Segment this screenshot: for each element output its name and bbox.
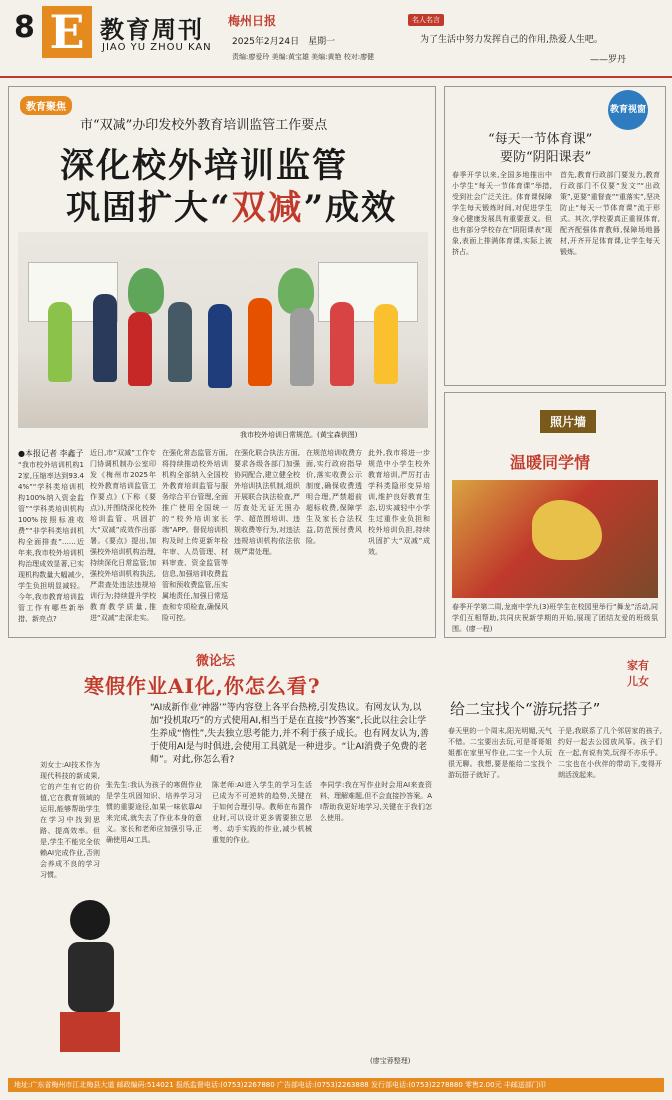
family-body-col1: 春天里的一个周末,阳光明媚,天气不错。二宝要出去玩,可是哥哥姐姐都在家里写作业,二宝一个人玩很无聊。我想,要是能给二宝找个游玩搭子就好了。 (448, 727, 552, 779)
lead-photo (18, 232, 428, 428)
column-pinyin: JIAO YU ZHOU KAN (102, 42, 212, 53)
lead-body-col2: 近日,市“双减”工作专门协调机制办公室印发《梅州市2025年校外教育培训监管工作要点》(下称《要点》),并围绕深化校外培训监管、巩固扩大“双减”成效作出部署。《要点》提出,加强校外培训机构治理,持续深化日常监管;加强校外培训机构执法,严肃查处违法违规培训行为;持续提升学校教育教学质量,推进“双减”走深走实。 (90, 449, 156, 622)
opinion-tag: 微论坛 (196, 654, 236, 669)
dragon-head (532, 500, 602, 560)
quote-badge: 名人名言 (408, 14, 444, 26)
child-figure (93, 294, 117, 382)
opinion-body-col1: 刘女士:AI技术作为现代科技的新成果,它的产生有它的价值,它在教育领域的运用,能够帮助学生在学习中找到思路、提高效率。但是,学生不能完全依赖AI完成作业,否则会养成不良的学习习惯。 (40, 761, 100, 879)
quote-text: 为了生活中努力发挥自己的作用,热爱人生吧。 (420, 35, 603, 45)
editors-line: 责编:廖爱玲 美编:黄宝雄 美编:黄艳 校对:廖健 (232, 53, 375, 61)
lead-body-col1: “我市校外培训机构12家,压缩率达到93.44%”“学科类培训机构100%纳入资金监管”“学科类培训机构100%按照标准收费”“非学科类培训机构全面排查”……近年来,我市校外培训机构治理成效显著,已实现机构数量大幅减少,学生负担明显减轻。今年,我市教育培训监管工作有哪些新举措、新亮点? (18, 461, 84, 623)
tree-decoration (278, 268, 314, 314)
lead-body-col3: 在强化常态监管方面,将持续推动校外培训机构全部纳入全国校外教育培训监管与服务综合平台管理,全面推广使用全国统一的“校外培训家长端”APP。督促培训机构及时上传更新年检年审、人员管理、材料审查、资金监管等信息,加强培训收费监管和预收费监管,压实属地责任,加强日常巡查和专项检查,确保风险可控。 (162, 449, 228, 622)
page-footer: 地址:广东省梅州市江北梅县大道 邮政编码:514021 报纸监督电话:(0753)2267880 广告部电话:(0753)2263888 发行部电话:(0753)2278880 零售2.00元 丰邮送部门印 (8, 1078, 664, 1092)
lead-body-col5: 在规范培训收费方面,实行政府指导价,落实收费公示制度,确保收费透明合理,严禁超前超标收费,保障学生及家长合法权益,防范预付费风险。 (306, 449, 362, 545)
family-title: 给二宝找个“游玩搭子” (450, 700, 601, 718)
child-figure (248, 298, 272, 386)
commentary-body-col2: 首先,教育行政部门要发力,教育行政部门不仅要“发文”“出政策”,更要“重督查”“重落实”,坚决防止“每天一节体育课”流于形式。其次,学校要真正重视体育,配齐配强体育教师,保障场地器材,开齐开足体育课,让学生每天锻炼。 (560, 171, 660, 256)
opinion-title: 寒假作业AI化,你怎么看? (84, 674, 321, 698)
photo-story-caption: 春季开学第二周,龙南中学九(3)班学生在校园里举行“舞龙”活动,同学们互相帮助,共同庆祝新学期的开始,展现了团结友爱的班级氛围。(廖一程) (452, 603, 658, 633)
family-tag (616, 658, 660, 698)
tree-decoration (128, 268, 164, 314)
commentary-title-line2: 要防“阴阳课表” (500, 150, 592, 165)
lead-headline-line1: 深化校外培训监管 (60, 146, 348, 186)
commentary-title-line1: “每天一节体育课” (488, 132, 593, 147)
column-title: 教育周刊 (100, 15, 204, 44)
issue-date: 2025年2月24日 星期一 (232, 37, 336, 47)
quote-author: ——罗丹 (590, 55, 627, 65)
opinion-body-col4: 李同学:我在写作业时会用AI来查资料、理解难题,但不会直接抄答案。AI帮助我更好地学习,关键在于我们怎么使用。 (320, 781, 432, 822)
commentary-circle-tag: 教育视窗 (608, 90, 648, 130)
child-figure (48, 302, 72, 382)
student-illustration (40, 890, 130, 1060)
child-figure (330, 302, 354, 386)
child-figure (290, 308, 314, 386)
dragon-dance-photo (452, 480, 658, 598)
headline-highlight: 双减 (231, 188, 304, 228)
lead-body-col6: 此外,我市将进一步规范中小学生校外教育培训,严厉打击学科类隐形变异培训,维护良好教育生态,切实减轻中小学生过重作业负担和校外培训负担,持续巩固扩大“双减”成效。 (368, 449, 430, 556)
page-number: 8 (14, 10, 35, 45)
lead-section-tag: 教育聚焦 (20, 96, 72, 115)
child-figure (128, 312, 152, 386)
child-figure (168, 302, 192, 382)
lead-photo-caption: 我市校外培训日常规范。(黄宝森供图) (240, 431, 358, 439)
headline-prefix: 巩固扩大“ (66, 188, 232, 228)
family-tag-line1: 家有 (627, 659, 649, 672)
family-body-col2: 于是,我联系了几个邻居家的孩子,约好一起去公园放风筝。孩子们在一起,有说有笑,玩得不亦乐乎。二宝也在小伙伴的带动下,变得开朗活泼起来。 (558, 727, 662, 779)
lead-byline: ●本报记者 李鑫子 (18, 449, 84, 458)
commentary-body-col1: 春季开学以来,全国多地推出中小学生“每天一节体育课”举措,受到社会广泛关注。体育课保障学生每天锻炼时间,对促进学生身心健康发展具有重要意义。但也有部分学校存在“阴阳课表”现象,表面上排满体育课,实际上被挤占。 (452, 171, 552, 256)
headline-suffix: ”成效 (303, 188, 398, 228)
opinion-body-col2: 张先生:我认为孩子的寒假作业是学生巩固知识、培养学习习惯的重要途径,如果一味依靠AI来完成,就失去了作业本身的意义。家长和老师应加强引导,正确使用AI工具。 (106, 781, 202, 844)
family-tag-line2: 儿女 (627, 675, 649, 688)
lead-kicker: 市“双减”办印发校外教育培训监管工作要点 (80, 118, 328, 133)
child-figure (374, 304, 398, 384)
photo-wall-tag: 照片墙 (540, 410, 596, 433)
child-figure (208, 304, 232, 388)
lead-body-col4: 在强化联合执法方面,要求各级各部门加强协同配合,建立健全校外培训执法机制,组织开展联合执法检查,严厉查处无证无照办学、超范围培训、违规收费等行为,对违法违规培训机构依法依规严肃处理。 (234, 449, 300, 556)
lead-headline-line2 (66, 180, 397, 229)
opinion-credit: (廖宝蓉整理) (370, 1057, 411, 1065)
paper-name: 梅州日报 (228, 14, 277, 28)
opinion-intro: “AI成新作业‘神器’”等内容登上各平台热榜,引发热议。有网友认为,以加“投机取巧”的方式使用AI,相当于是在直接“抄答案”,长此以往会让学生养成“惰性”,失去独立思考能力,并不利于孩子成长。也有网友认为,善于使用AI是与时俱进,会使用工具就是一种进步。“让AI消费子免费的老师”。对此,你怎么看? (150, 703, 429, 765)
masthead (0, 0, 672, 78)
section-letter-logo: E (42, 6, 92, 58)
opinion-body-col3: 陈老师:AI进入学生的学习生活已成为不可逆转的趋势,关键在于如何合理引导。教师在布置作业时,可以设计更多需要独立思考、动手实践的作业,减少机械重复的作业。 (212, 781, 312, 844)
photo-story-title: 温暖同学情 (510, 453, 591, 472)
